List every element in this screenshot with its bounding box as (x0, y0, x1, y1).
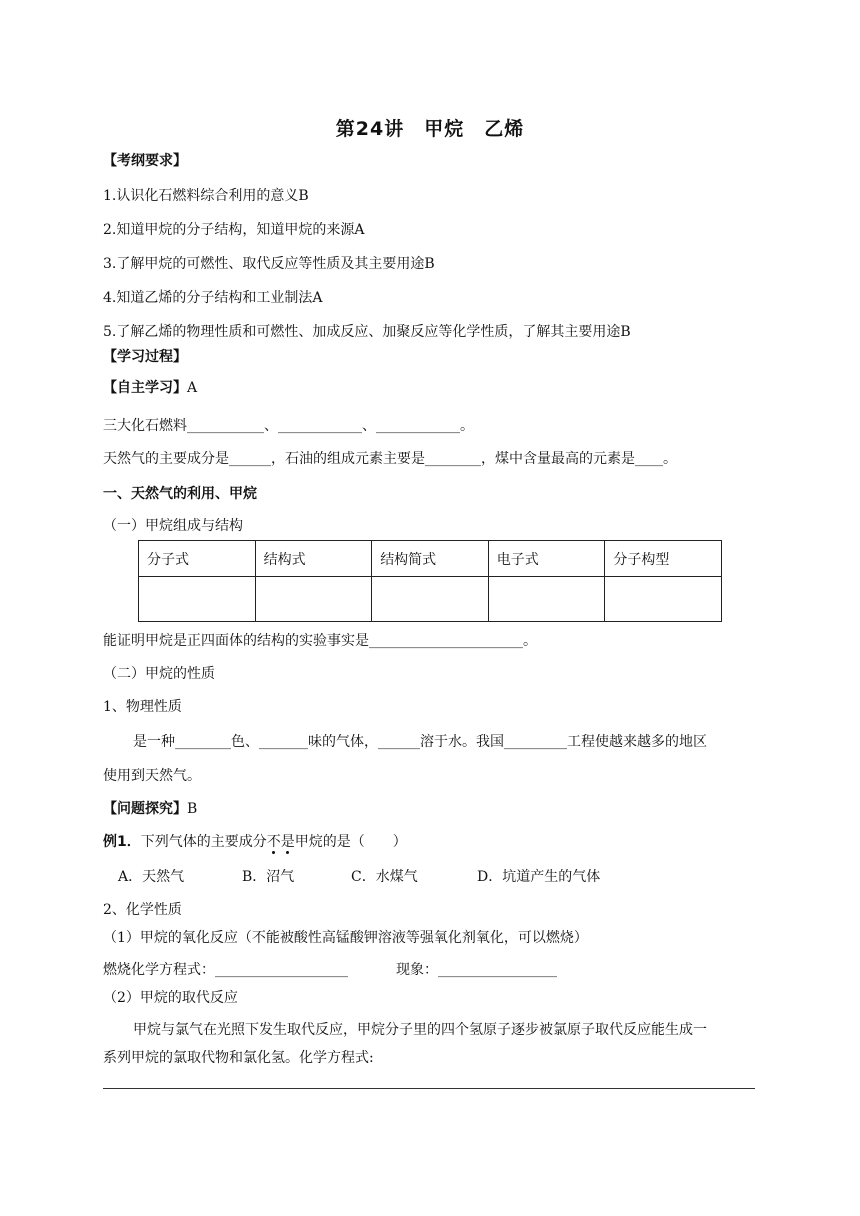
example-question (103, 831, 407, 851)
syllabus-item-5: 5.了解乙烯的物理性质和可燃性、加成反应、加聚反应等化学性质，了解其主要用途B (103, 324, 631, 340)
tetrahedron-evidence: 能证明甲烷是正四面体的结构的实验事实是______________________。 (103, 633, 537, 649)
example-options (118, 866, 600, 886)
inquiry-heading-line (103, 798, 197, 818)
oxidation-reaction: （1）甲烷的氧化反应（不能被酸性高锰酸钾溶液等强氧化剂氧化，可以燃烧） (103, 930, 588, 946)
substitution-description-1: 甲烷与氯气在光照下发生取代反应，甲烷分子里的四个氢原子逐步被氯原子取代反应能生成一 (133, 1022, 707, 1038)
table-cell-blank[interactable] (605, 577, 722, 622)
syllabus-item-1: 1.认识化石燃料综合利用的意义B (103, 188, 309, 204)
table-cell-blank[interactable] (372, 577, 489, 622)
process-heading: 【学习过程】 (103, 349, 187, 365)
table-header-formula: 分子式 (139, 541, 256, 577)
example-text-pre: 下列气体的主要成分 (140, 834, 267, 850)
physical-properties-line-2: 使用到天然气。 (103, 768, 201, 784)
table-header-electron: 电子式 (488, 541, 605, 577)
fossil-fuels-question: 三大化石燃料___________、____________、____________。 (103, 418, 474, 434)
syllabus-item-4: 4.知道乙烯的分子结构和工业制法A (103, 290, 323, 306)
example-text-post: 甲烷的是（ ） (294, 834, 407, 850)
inquiry-level: B (187, 801, 198, 817)
physical-properties-line-1: 是一种________色、_______味的气体，______溶于水。我国_________工程使越来越多的地区 (133, 734, 707, 750)
syllabus-heading: 【考纲要求】 (103, 153, 187, 169)
answer-line[interactable] (103, 1088, 755, 1089)
option-a[interactable]: A．天然气 (118, 869, 185, 885)
table-answer-row (139, 577, 722, 622)
self-study-heading-line (103, 377, 197, 397)
chemical-properties-heading: 2、化学性质 (103, 902, 182, 918)
example-label: 例1． (103, 834, 141, 850)
combustion-equation: 燃烧化学方程式：___________________ (103, 962, 348, 978)
physical-properties-heading: 1、物理性质 (103, 699, 182, 715)
self-study-level: A (187, 380, 198, 396)
table-cell-blank[interactable] (139, 577, 256, 622)
option-c[interactable]: C．水煤气 (351, 869, 418, 885)
substitution-description-2: 系列甲烷的氯取代物和氯化氢。化学方程式: (103, 1050, 374, 1066)
substitution-reaction: （2）甲烷的取代反应 (103, 990, 238, 1006)
table-header-geometry: 分子构型 (605, 541, 722, 577)
option-b[interactable]: B．沼气 (242, 869, 295, 885)
subsection-composition: （一）甲烷组成与结构 (103, 518, 243, 534)
combustion-phenomenon: 现象：_________________ (396, 962, 557, 978)
table-cell-blank[interactable] (255, 577, 372, 622)
composition-question: 天然气的主要成分是______，石油的组成元素主要是________，煤中含量最高的元素是____。 (103, 451, 677, 467)
section-heading-methane: 一、天然气的利用、甲烷 (103, 486, 257, 502)
syllabus-item-2: 2.知道甲烷的分子结构，知道甲烷的来源A (103, 222, 365, 238)
syllabus-item-3: 3.了解甲烷的可燃性、取代反应等性质及其主要用途B (103, 256, 435, 272)
inquiry-heading: 【问题探究】 (103, 801, 187, 817)
subsection-properties: （二）甲烷的性质 (103, 666, 215, 682)
table-header-condensed: 结构简式 (372, 541, 489, 577)
page-title: 第24讲 甲烷 乙烯 (335, 118, 525, 140)
structure-table (138, 540, 722, 622)
self-study-heading: 【自主学习】 (103, 380, 187, 396)
emphasis-char: 是 (280, 834, 295, 850)
emphasis-char: 不 (266, 834, 281, 850)
table-header-structural: 结构式 (255, 541, 372, 577)
table-header-row (139, 541, 722, 577)
option-d[interactable]: D．坑道产生的气体 (477, 869, 601, 885)
table-cell-blank[interactable] (488, 577, 605, 622)
